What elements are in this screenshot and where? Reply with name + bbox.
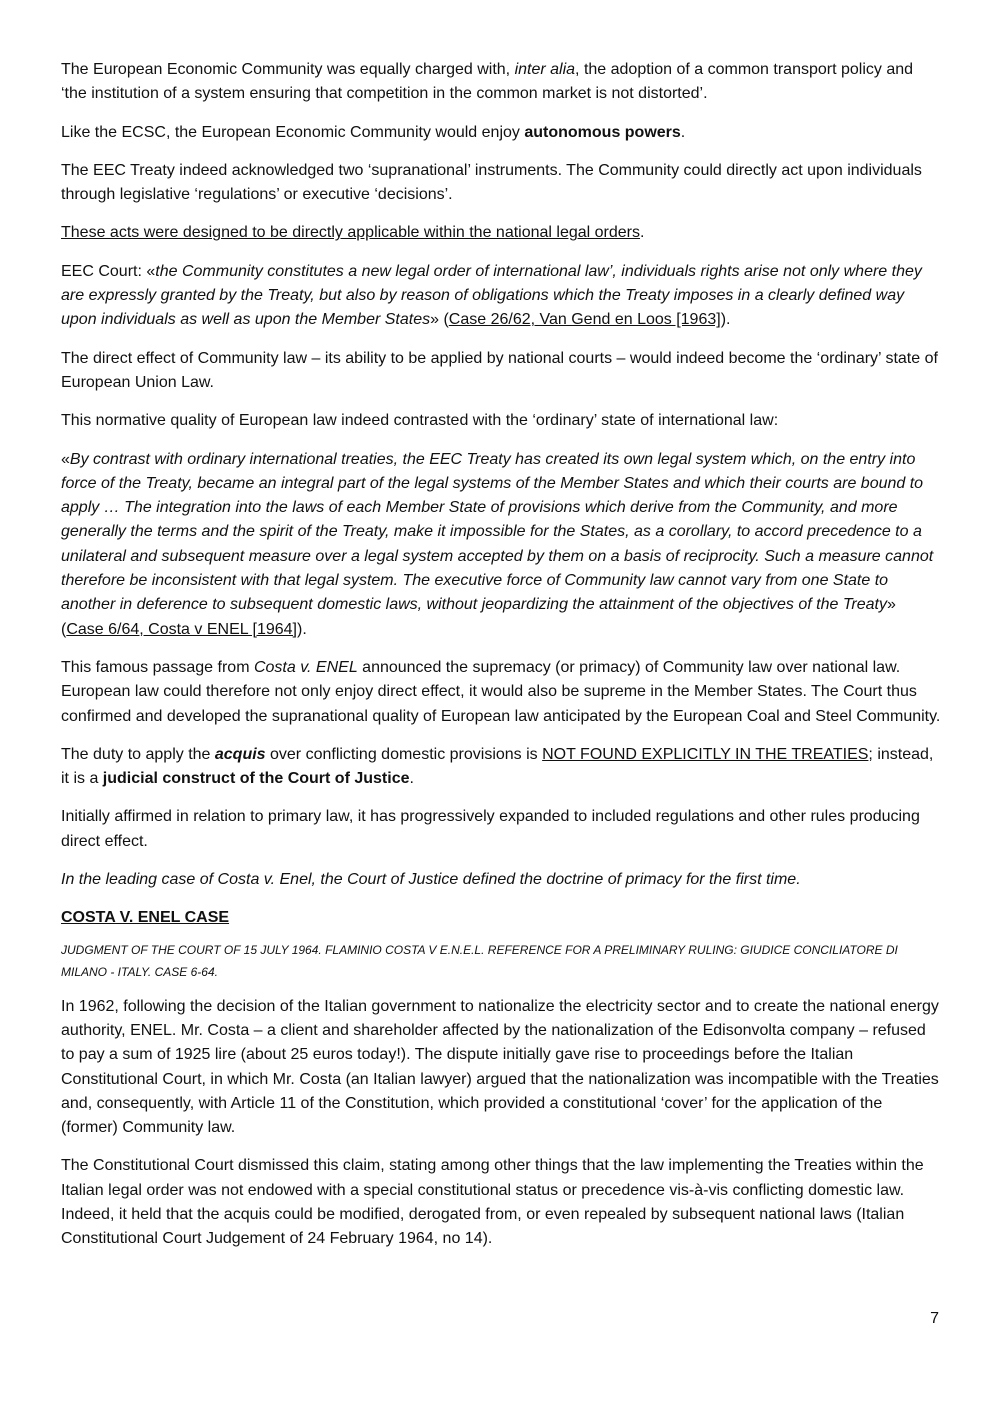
paragraph-1962-facts: In 1962, following the decision of the Italian government to nationalize the electricity sector and to create the national energy authority, ENEL. Mr. Costa – a client and shareholder affected by the nationalization of the Edisonvolta company – refused to pay a sum of 1925 lire (about 25 euros today!). The dispute initially gave rise to proceedings before the Italian Constitutional Court, in which Mr. Costa (an Italian lawyer) argued that the nationalization was incompatible with the Treaties and, consequently, with Article 11 of the Constitution, which provided a constitutional ‘cover’ for the application of the (former) Community law.: [61, 997, 939, 1137]
paragraph-initially-affirmed: Initially affirmed in relation to primary law, it has progressively expanded to included regulations and other rules producing direct effect.: [61, 808, 920, 850]
text: .: [680, 123, 686, 141]
case-reference-van-gend: Case 26/62, Van Gend en Loos [1963]: [448, 311, 721, 329]
paragraph-costa-quote: [61, 448, 941, 642]
italic-text: inter alia: [514, 61, 576, 78]
underlined-text: These acts were designed to be directly applicable within the national legal orders: [61, 224, 641, 242]
text: ; instead, it is a: [61, 745, 934, 788]
bold-italic-text: acquis: [214, 745, 266, 763]
section-heading: COSTA V. ENEL CASE: [61, 909, 230, 927]
text: ).: [720, 311, 731, 329]
judgment-caption: JUDGMENT OF THE COURT OF 15 JULY 1964. FLAMINIO COSTA V E.N.E.L. REFERENCE FOR A PRELIMINARY RULING: GIUDICE CONCILIATORE DI MILANO - ITALY. CASE 6-64.: [61, 942, 898, 979]
paragraph-autonomous-powers: [61, 121, 941, 145]
text: » (: [430, 311, 449, 329]
document-page: [61, 58, 941, 1266]
text: ).: [296, 620, 307, 638]
text: announced the supremacy (or primacy) of Community law over national law. European law could therefore not only enjoy direct effect, it would also be supreme in the Member States. The Court thus confirmed and developed the supranational quality of European law anticipated by the European Coal and Steel Community.: [61, 658, 941, 725]
text: The duty to apply the: [61, 745, 215, 763]
paragraph-directly-applicable: [61, 221, 941, 245]
text: This famous passage from: [61, 658, 254, 676]
underlined-text: NOT FOUND EXPLICITLY IN THE TREATIES: [542, 745, 869, 763]
bold-text: judicial construct of the Court of Justice: [102, 770, 410, 788]
paragraph-eec-court-quote: [61, 260, 941, 333]
paragraph-eec-charges: [61, 58, 941, 107]
bold-text: autonomous powers: [524, 123, 681, 141]
page-number: 7: [930, 1310, 939, 1327]
text: » (: [61, 596, 896, 638]
paragraph-leading-case: In the leading case of Costa v. Enel, the Court of Justice defined the doctrine of primacy for the first time.: [61, 871, 801, 889]
paragraph-duty-to-apply: [61, 743, 941, 792]
text: .: [409, 770, 414, 788]
text: over conflicting domestic provisions is: [265, 745, 543, 763]
italic-quote: By contrast with ordinary international treaties, the EEC Treaty has created its own legal system which, on the entry into force of the Treaty, became an integral part of the legal systems of the Member States and which their courts are bound to apply … The integration into the laws of each Member State of provisions which derive from the Community, and more generally the terms and the spirit of the Treaty, make it impossible for the States, as a corollary, to accord precedence to a unilateral and subsequent measure over a legal system accepted by them on a basis of reciprocity. Such a measure cannot therefore be inconsistent with that legal system. The executive force of Community law cannot vary from one State to another in deference to subsequent domestic laws, without jeopardizing the attainment of the objectives of the Treaty: [61, 450, 934, 614]
paragraph-supranational-instruments: The EEC Treaty indeed acknowledged two ‘supranational’ instruments. The Community could directly act upon individuals through legislative ‘regulations’ or executive ‘decisions’.: [61, 161, 922, 204]
text: .: [640, 224, 645, 242]
text: The European Economic Community was equally charged with,: [61, 61, 515, 78]
italic-text: Costa v. ENEL: [253, 658, 358, 676]
paragraph-constitutional-court: The Constitutional Court dismissed this claim, stating among other things that the law implementing the Treaties within the Italian legal order was not endowed with a special constitutional status or precedence vis-à-vis conflicting domestic law. Indeed, it held that the acquis could be modified, derogated from, or even repealed by subsequent national laws (Italian Constitutional Court Judgement of 24 February 1964, no 14).: [61, 1157, 924, 1248]
paragraph-direct-effect: The direct effect of Community law – its ability to be applied by national courts – would indeed become the ‘ordinary’ state of European Union Law.: [61, 349, 938, 391]
text: Like the ECSC, the European Economic Community would enjoy: [61, 123, 525, 141]
case-reference-costa: Case 6/64, Costa v ENEL [1964]: [66, 620, 297, 638]
text: EEC Court: «: [61, 262, 156, 280]
text: , the adoption of a common transport policy and ‘the institution of a system ensuring that competition in the common market is not distorted’.: [61, 61, 914, 103]
paragraph-famous-passage: [61, 656, 941, 729]
paragraph-normative-quality: This normative quality of European law indeed contrasted with the ‘ordinary’ state of international law:: [61, 412, 779, 430]
text: «: [61, 450, 70, 468]
italic-quote: the Community constitutes a new legal order of international law’, individuals rights arise not only where they are expressly granted by the Treaty, but also by reason of obligations which the Treaty imposes in a clearly defined way upon individuals as well as upon the Member States: [61, 262, 922, 329]
